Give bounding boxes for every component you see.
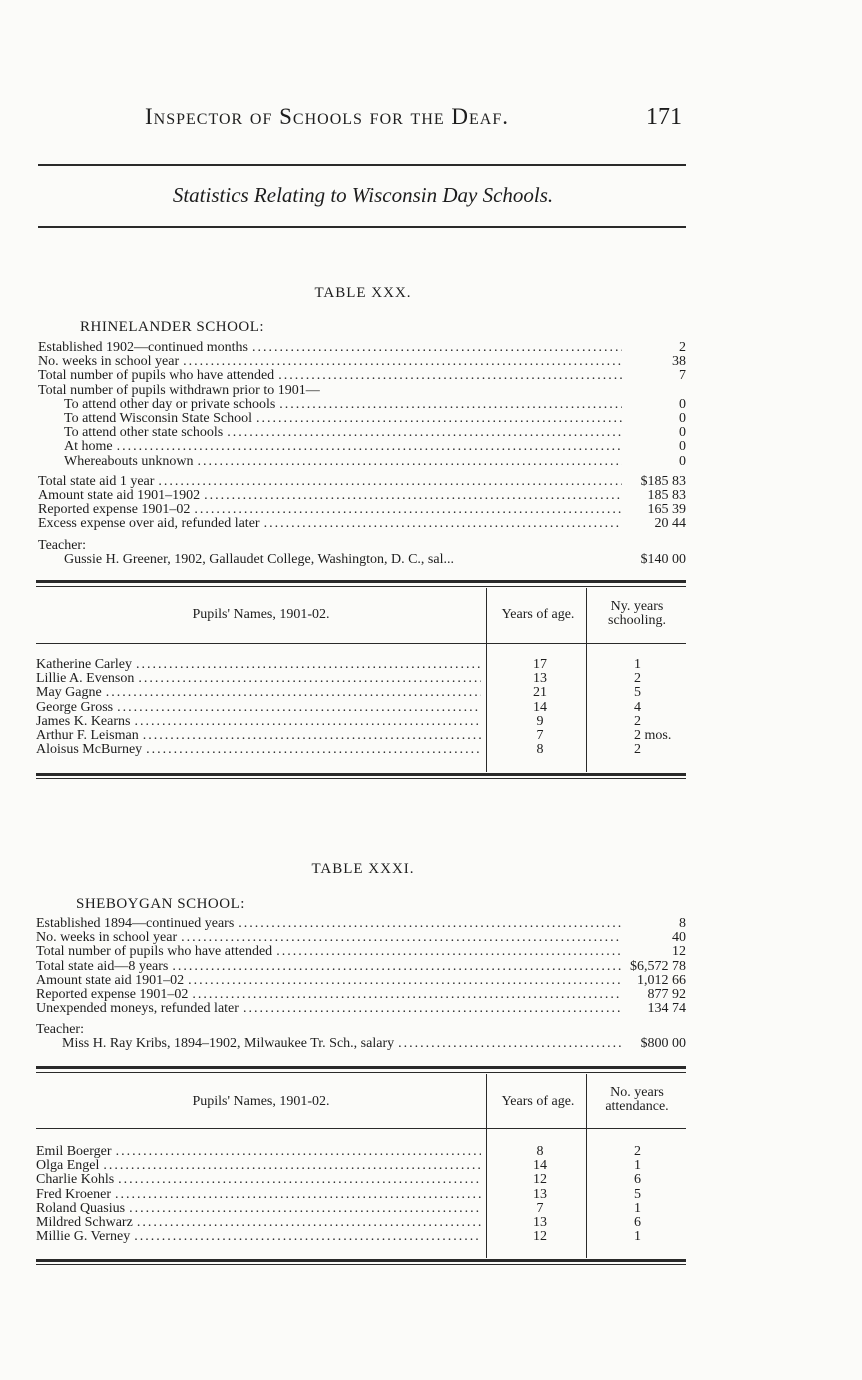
- pupil-years: 6: [634, 1215, 641, 1230]
- pupil-name: James K. Kearns: [36, 713, 131, 729]
- table-31-school: SHEBOYGAN SCHOOL:: [76, 896, 245, 912]
- leader-dots: [118, 1173, 481, 1187]
- table-row: [36, 1216, 686, 1230]
- stat-row: [36, 917, 686, 931]
- stat-row: [38, 369, 686, 383]
- table-31-title: TABLE XXXI.: [311, 861, 415, 877]
- leader-dots: [172, 960, 622, 974]
- stat-label: Reported expense 1901–02: [38, 502, 191, 517]
- table-31-top-rule: [36, 1066, 686, 1069]
- pupil-name-cell: [36, 743, 481, 757]
- pupil-name: Roland Quasius: [36, 1200, 126, 1216]
- table-row: [36, 1159, 686, 1173]
- table-row: [36, 672, 686, 686]
- stat-value: [626, 384, 686, 398]
- table-30-col-years-2: schooling.: [608, 613, 666, 628]
- leader-dots: [227, 426, 622, 440]
- stat-row: [36, 945, 686, 959]
- pupil-name-cell: [36, 1216, 481, 1230]
- table-31-head-rule: [36, 1128, 686, 1129]
- pupil-age: 8: [536, 1144, 544, 1159]
- stat-value: 134 74: [647, 1001, 686, 1017]
- table-31-bottom-rule: [36, 1259, 686, 1262]
- pupil-years: 1: [634, 657, 641, 672]
- stat-label: Total number of pupils who have attended: [36, 944, 273, 960]
- pupil-name-cell: [36, 1159, 481, 1173]
- table-30-teacher-label: Teacher:: [38, 538, 86, 553]
- pupil-name-cell: [36, 701, 481, 715]
- table-30-bottom-rule: [36, 773, 686, 776]
- pupil-years: 1: [634, 1200, 641, 1216]
- pupil-name-cell: [36, 1145, 481, 1159]
- pupil-years: 2 mos.: [634, 728, 672, 743]
- pupil-age: 12: [533, 1172, 547, 1188]
- leader-dots: [146, 743, 481, 757]
- stat-value: 40: [672, 930, 686, 946]
- leader-dots: [243, 1002, 622, 1016]
- stat-row: [38, 503, 686, 517]
- table-31-col-age: Years of age.: [501, 1094, 575, 1109]
- stat-value: 7: [679, 368, 686, 384]
- stat-row: [36, 931, 686, 945]
- pupil-age: 14: [533, 1158, 547, 1174]
- leader-dots: [197, 455, 622, 469]
- leader-dots: [103, 1159, 481, 1173]
- page-subtitle: Statistics Relating to Wisconsin Day Schools.: [172, 183, 554, 207]
- table-row: [36, 1173, 686, 1187]
- pupil-name-cell: [36, 672, 481, 686]
- stat-label: Established 1894—continued years: [36, 916, 235, 931]
- stat-label: Amount state aid 1901–02: [36, 972, 185, 988]
- pupil-name: Mildred Schwarz: [36, 1215, 133, 1230]
- leader-dots: [279, 398, 622, 412]
- pupil-age: 7: [536, 1200, 544, 1216]
- table-30-top-rule-2: [36, 586, 686, 587]
- pupil-name: Lillie A. Evenson: [36, 671, 135, 687]
- leader-dots: [117, 440, 622, 454]
- stat-row: [64, 455, 686, 469]
- leader-dots: [192, 988, 622, 1002]
- running-title: Inspector of Schools for the Deaf.: [145, 104, 509, 129]
- pupil-name-cell: [36, 1230, 481, 1244]
- pupil-name: Aloisus McBurney: [36, 742, 143, 758]
- pupil-name-cell: [36, 1202, 481, 1216]
- teacher-salary: $800 00: [640, 1036, 686, 1051]
- table-row: [36, 1188, 686, 1202]
- stat-value: 0: [679, 411, 686, 426]
- leader-dots: [115, 1188, 481, 1202]
- stat-row: [64, 398, 686, 412]
- stat-row: [64, 440, 686, 454]
- table-row: [36, 686, 686, 700]
- table-31-bottom-rule-2: [36, 1264, 686, 1265]
- pupil-name-cell: [36, 715, 481, 729]
- pupil-name: Millie G. Verney: [36, 1229, 131, 1245]
- leader-dots: [256, 412, 622, 426]
- table-row: [36, 701, 686, 715]
- table-row: [36, 729, 686, 743]
- leader-dots: [188, 974, 622, 988]
- teacher-name: Miss H. Ray Kribs, 1894–1902, Milwaukee Tr. Sch., salary: [62, 1036, 395, 1051]
- leader-dots: [238, 917, 622, 931]
- table-30-head-rule: [36, 643, 686, 644]
- stat-row: [64, 426, 686, 440]
- table-row: [36, 715, 686, 729]
- stat-label: Excess expense over aid, refunded later: [38, 516, 260, 531]
- table-31-col-years-1: No. years: [610, 1085, 664, 1100]
- leader-dots: [194, 503, 622, 517]
- stat-label: No. weeks in school year: [38, 354, 180, 370]
- leader-dots: [264, 517, 622, 531]
- pupil-age: 13: [533, 1215, 547, 1230]
- pupil-name: Fred Kroener: [36, 1186, 112, 1202]
- page-number: 171: [646, 104, 682, 130]
- leader-dots: [143, 729, 481, 743]
- table-row: [36, 658, 686, 672]
- pupil-age: 7: [536, 728, 544, 743]
- pupil-name-cell: [36, 1188, 481, 1202]
- stat-value: 12: [672, 944, 686, 960]
- leader-dots: [129, 1202, 481, 1216]
- stat-row: [64, 412, 686, 426]
- leader-dots: [278, 369, 622, 383]
- leader-dots: [134, 1230, 481, 1244]
- stat-row: [36, 974, 686, 988]
- subtitle-rule: [38, 226, 686, 228]
- pupil-years: 5: [634, 1186, 641, 1202]
- leader-dots: [183, 355, 622, 369]
- stat-label: Amount state aid 1901–1902: [38, 488, 201, 503]
- table-30-title: TABLE XXX.: [314, 285, 412, 301]
- table-31-col-years-2: attendance.: [605, 1099, 669, 1114]
- stat-value: 0: [679, 453, 686, 469]
- pupil-age: 8: [536, 742, 544, 758]
- leader-dots: [117, 701, 481, 715]
- teacher-name: Gussie H. Greener, 1902, Gallaudet College, Washington, D. C., sal...: [64, 552, 454, 567]
- table-30-col-age: Years of age.: [501, 607, 575, 622]
- pupil-age: 13: [533, 671, 547, 687]
- stat-row: [38, 341, 686, 355]
- stat-value: 0: [679, 425, 686, 441]
- pupil-age: 17: [533, 657, 547, 672]
- leader-dots: [252, 341, 622, 355]
- stat-label: No. weeks in school year: [36, 930, 178, 946]
- header-rule: [38, 164, 686, 166]
- pupil-age: 13: [533, 1186, 547, 1202]
- stat-row: [38, 475, 686, 489]
- stat-value: 20 44: [654, 516, 686, 531]
- table-row: [36, 1145, 686, 1159]
- table-30-school: RHINELANDER SCHOOL:: [80, 319, 265, 335]
- stat-value: 1,012 66: [637, 972, 686, 988]
- pupil-name-cell: [36, 729, 481, 743]
- pupil-name: George Gross: [36, 699, 114, 715]
- leader-dots: [134, 715, 481, 729]
- table-row: [36, 1202, 686, 1216]
- pupil-name: Charlie Kohls: [36, 1172, 115, 1188]
- leader-dots: [181, 931, 622, 945]
- pupil-name-cell: [36, 686, 481, 700]
- stat-label: Established 1902—continued months: [38, 340, 248, 355]
- stat-label: Total state aid 1 year: [38, 474, 155, 489]
- pupil-name: Katherine Carley: [36, 657, 133, 672]
- stat-label: Unexpended moneys, refunded later: [36, 1001, 239, 1017]
- pupil-age: 14: [533, 699, 547, 715]
- table-31-top-rule-2: [36, 1072, 686, 1073]
- pupil-name: Arthur F. Leisman: [36, 728, 139, 743]
- stat-label: Reported expense 1901–02: [36, 987, 189, 1002]
- stat-value: 0: [679, 396, 686, 412]
- table-30-top-rule: [36, 580, 686, 583]
- pupil-name-cell: [36, 658, 481, 672]
- leader-dots: [106, 686, 481, 700]
- leader-dots: [136, 658, 481, 672]
- table-30-col-years-1: Ny. years: [610, 599, 664, 614]
- stat-label: Total number of pupils who have attended: [38, 368, 275, 384]
- pupil-years: 2: [634, 1144, 641, 1159]
- stat-label: To attend other state schools: [64, 425, 224, 441]
- stat-row: [36, 988, 686, 1002]
- pupil-name: May Gagne: [36, 685, 102, 701]
- stat-row: [38, 517, 686, 531]
- pupil-age: 12: [533, 1229, 547, 1245]
- table-row: [36, 743, 686, 757]
- stat-value: $6,572 78: [630, 958, 686, 974]
- pupil-years: 5: [634, 685, 641, 701]
- stat-label: To attend Wisconsin State School: [64, 411, 252, 426]
- pupil-years: 2: [634, 713, 641, 729]
- pupil-name: Olga Engel: [36, 1158, 100, 1174]
- stat-value: 2: [679, 340, 686, 355]
- pupil-years: 1: [634, 1158, 641, 1174]
- stat-label: Total state aid—8 years: [36, 958, 169, 974]
- pupil-years: 6: [634, 1172, 641, 1188]
- pupil-name-cell: [36, 1173, 481, 1187]
- stat-row: [38, 384, 686, 398]
- teacher-salary: $140 00: [640, 552, 686, 567]
- stat-row: [38, 489, 686, 503]
- table-30-col-name: Pupils' Names, 1901-02.: [192, 607, 330, 622]
- leader-dots: [138, 672, 481, 686]
- leader-dots: [137, 1216, 481, 1230]
- table-31-teacher-row: [62, 1037, 686, 1051]
- pupil-age: 21: [533, 685, 547, 701]
- stat-label: Total number of pupils withdrawn prior to 1901—: [38, 382, 320, 398]
- pupil-years: 1: [634, 1229, 641, 1245]
- stat-label: At home: [64, 439, 113, 455]
- stat-value: $185 83: [640, 474, 686, 489]
- leader-dots: [116, 1145, 481, 1159]
- pupil-years: 4: [634, 699, 641, 715]
- stat-value: 8: [679, 916, 686, 931]
- stat-value: 38: [672, 354, 686, 370]
- stat-value: 877 92: [647, 987, 686, 1002]
- stat-value: 0: [679, 439, 686, 455]
- pupil-age: 9: [536, 713, 544, 729]
- table-30-teacher-row: [64, 553, 686, 567]
- leader-dots: [204, 489, 622, 503]
- table-31-teacher-label: Teacher:: [36, 1022, 84, 1037]
- leader-dots: [398, 1037, 622, 1051]
- pupil-name: Emil Boerger: [36, 1144, 112, 1159]
- stat-label: Whereabouts unknown: [64, 453, 194, 469]
- stat-row: [38, 355, 686, 369]
- table-row: [36, 1230, 686, 1244]
- pupil-years: 2: [634, 671, 641, 687]
- table-30-bottom-rule-2: [36, 778, 686, 779]
- leader-dots: [158, 475, 622, 489]
- stat-row: [36, 960, 686, 974]
- table-31-col-name: Pupils' Names, 1901-02.: [192, 1094, 330, 1109]
- stat-label: To attend other day or private schools: [64, 396, 276, 412]
- stat-row: [36, 1002, 686, 1016]
- stat-value: 185 83: [647, 488, 686, 503]
- pupil-years: 2: [634, 742, 641, 758]
- leader-dots: [276, 945, 622, 959]
- stat-value: 165 39: [647, 502, 686, 517]
